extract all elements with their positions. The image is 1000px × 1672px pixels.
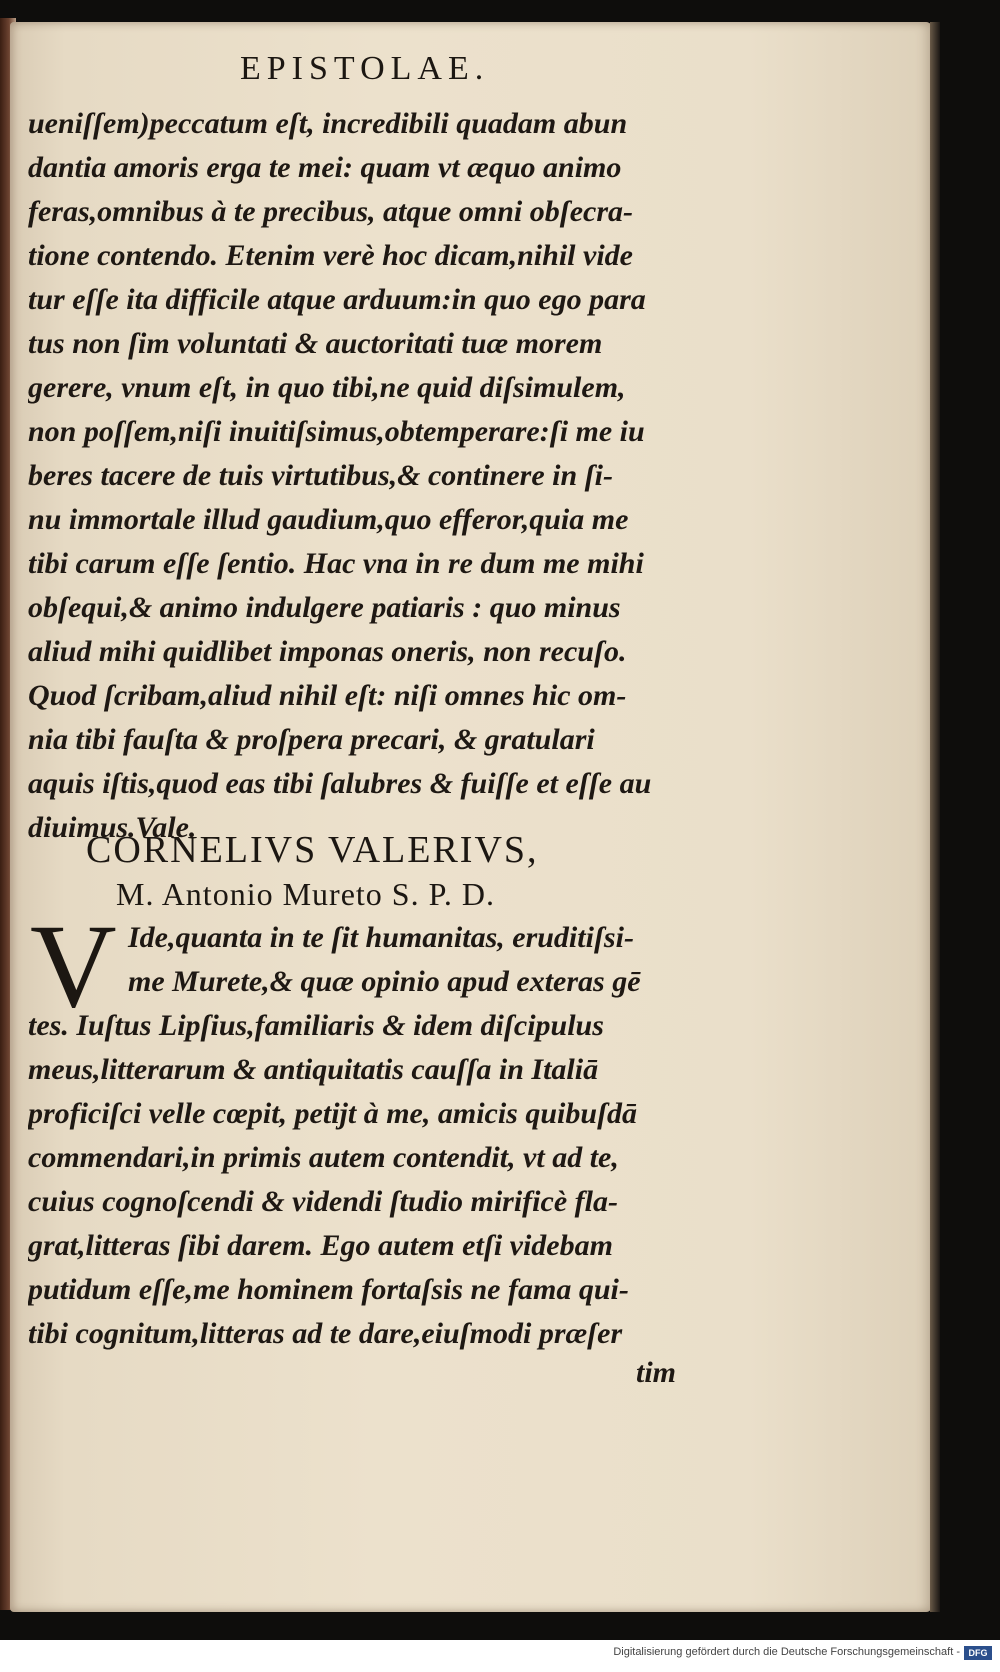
catchword: tim xyxy=(636,1356,677,1389)
text-line: tibi cognitum,litteras ad te dare,eiuſmodi præſer xyxy=(28,1317,623,1350)
dfg-logo-icon: DFG xyxy=(964,1646,992,1660)
text-line: nu immortale illud gaudium,quo efferor,quia me xyxy=(28,503,629,536)
text-line: aliud mihi quidlibet imponas oneris, non recuſo. xyxy=(28,635,627,668)
text-line: feras,omnibus à te precibus, atque omni obſecra- xyxy=(28,195,633,228)
page-edge-shadow xyxy=(930,22,940,1612)
text-line: tus non ſim voluntati & auctoritati tuæ morem xyxy=(28,327,603,360)
text-line: aquis iſtis,quod eas tibi ſalubres & fuiſſe et eſſe au xyxy=(28,767,652,800)
drop-capital: V xyxy=(30,899,117,1032)
text-line: nia tibi fauſta & proſpera precari, & gratulari xyxy=(28,723,595,756)
text-line: cuius cognoſcendi & videndi ſtudio mirificè fla- xyxy=(28,1185,618,1218)
text-line: proficiſci velle cœpit, petijt à me, amicis quibuſdā xyxy=(28,1097,638,1130)
letter-heading-recipient: M. Antonio Mureto S. P. D. xyxy=(116,876,495,912)
running-head: EPISTOLAE. xyxy=(240,50,490,87)
text-line: Ide,quanta in te ſit humanitas, eruditiſsi- xyxy=(128,921,634,954)
text-line: diuimus.Vale. xyxy=(28,811,197,844)
text-line: obſequi,& animo indulgere patiaris : quo minus xyxy=(28,591,621,624)
letter-body xyxy=(28,102,728,850)
text-line: tur eſſe ita difficile atque arduum:in quo ego para xyxy=(28,283,646,316)
text-line: dantia amoris erga te mei: quam vt æquo animo xyxy=(28,151,622,184)
text-line: gerere, vnum eſt, in quo tibi,ne quid diſsimulem, xyxy=(28,371,626,404)
text-line: beres tacere de tuis virtutibus,& continere in ſi- xyxy=(28,459,613,492)
digitization-footer xyxy=(0,1640,1000,1672)
text-line: tibi carum eſſe ſentio. Hac vna in re dum me mihi xyxy=(28,547,644,580)
text-line: tione contendo. Etenim verè hoc dicam,nihil vide xyxy=(28,239,633,272)
text-line: non poſſem,niſi inuitiſsimus,obtemperare:ſi me iu xyxy=(28,415,645,448)
text-line: tes. Iuſtus Lipſius,familiaris & idem diſcipulus xyxy=(28,1009,604,1042)
funding-credit: Digitalisierung gefördert durch die Deutsche Forschungsgemeinschaft - xyxy=(613,1646,960,1658)
text-line: putidum eſſe,me hominem fortaſsis ne fama qui- xyxy=(28,1273,629,1306)
second-letter-body xyxy=(28,916,728,1356)
text-line: me Murete,& quæ opinio apud exteras gē xyxy=(128,965,641,998)
text-line: meus,litterarum & antiquitatis cauſſa in Italiā xyxy=(28,1053,599,1086)
text-line: commendari,in primis autem contendit, vt ad te, xyxy=(28,1141,619,1174)
text-line: grat,litteras ſibi darem. Ego autem etſi videbam xyxy=(28,1229,613,1262)
text-line: ueniſſem)peccatum eſt, incredibili quadam abun xyxy=(28,107,628,140)
letter-heading-sender: CORNELIVS VALERIVS, xyxy=(86,829,539,871)
text-line: Quod ſcribam,aliud nihil eſt: niſi omnes hic om- xyxy=(28,679,627,712)
